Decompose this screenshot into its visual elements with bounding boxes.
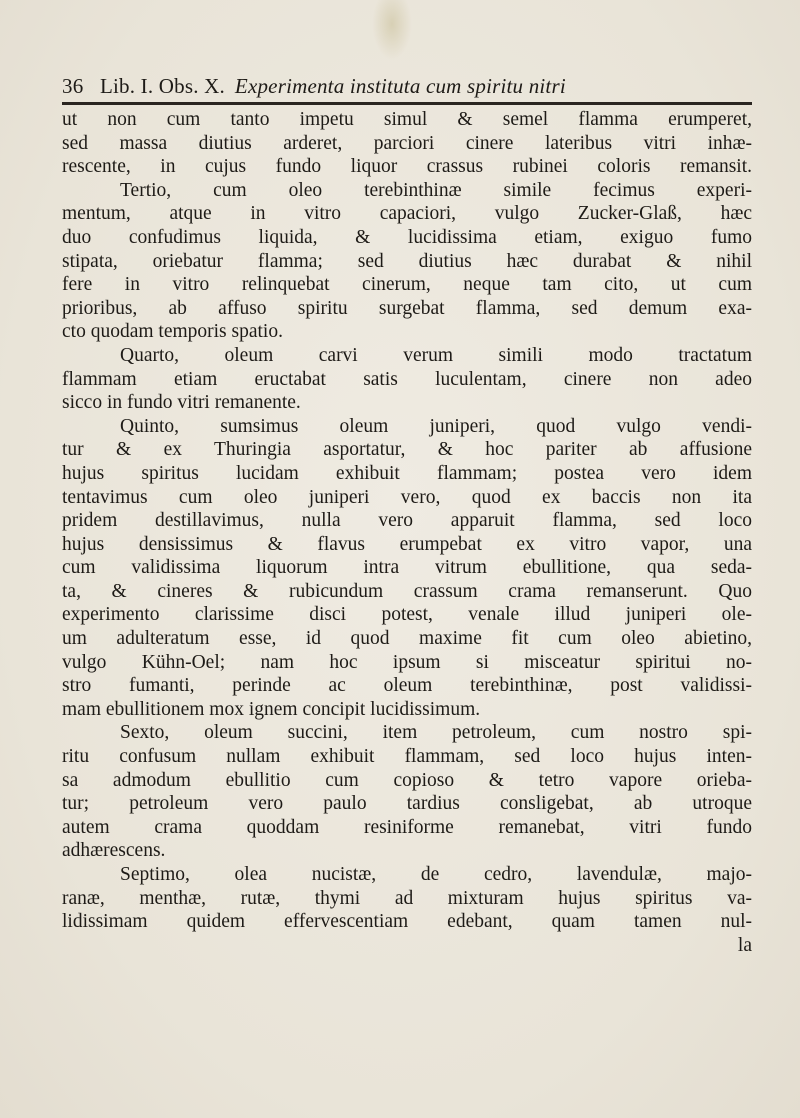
text-line: Quinto, sumsimus oleum juniperi, quod vulgo vendi- xyxy=(120,415,752,437)
running-title: Experimenta instituta cum spiritu nitri xyxy=(234,74,566,98)
text-line: cto quodam temporis spatio. xyxy=(62,321,283,343)
text-line: ranæ, menthæ, rutæ, thymi ad mixturam hujus spiritus va- xyxy=(62,887,752,909)
text-line: sed massa diutius arderet, parciori cinere lateribus vitri inhæ- xyxy=(62,132,752,154)
text-line: pridem destillavimus, nulla vero apparuit flamma, sed loco xyxy=(62,510,752,532)
text-line: um adulteratum esse, id quod maxime fit cum oleo abietino, xyxy=(62,628,752,650)
text-line: sa admodum ebullitio cum copioso & tetro vapore orieba- xyxy=(62,769,752,791)
text-line: mam ebullitionem mox ignem concipit lucidissimum. xyxy=(62,698,481,720)
text-line: ta, & cineres & rubicundum crassum crama remanserunt. Quo xyxy=(62,580,752,602)
text-line: vulgo Kühn-Oel; nam hoc ipsum si misceatur spiritui no- xyxy=(62,651,752,673)
text-line: tentavimus cum oleo juniperi vero, quod ex baccis non ita xyxy=(62,486,752,508)
text-line: hujus densissimus & flavus erumpebat ex vitro vapor, una xyxy=(62,533,752,555)
text-line: autem crama quoddam resiniforme remanebat, vitri fundo xyxy=(62,816,752,838)
page-number: 36 xyxy=(62,74,84,98)
text-line: Septimo, olea nucistæ, de cedro, lavendulæ, majo- xyxy=(120,864,752,885)
text-line: lidissimam quidem effervescentiam edebant, quam tamen nul- xyxy=(62,911,752,933)
book-reference: Lib. I. Obs. X. xyxy=(100,74,225,98)
text-line: tur & ex Thuringia asportatur, & hoc pariter ab affusione xyxy=(62,439,752,461)
text-line: stipata, oriebatur flamma; sed diutius hæc durabat & nihil xyxy=(62,250,752,272)
text-line: Tertio, cum oleo terebinthinæ simile fecimus experi- xyxy=(120,179,752,201)
text-line: adhærescens. xyxy=(62,840,166,862)
text-line: mentum, atque in vitro capaciori, vulgo Zucker-Glaß, hæc xyxy=(62,203,752,225)
text-line: rescente, in cujus fundo liquor crassus rubinei coloris remansit. xyxy=(62,156,752,178)
text-line: stro fumanti, perinde ac oleum terebinthinæ, post validissi- xyxy=(62,675,752,697)
text-line: experimento clarissime disci potest, venale illud juniperi ole- xyxy=(62,604,752,626)
text-line: prioribus, ab affuso spiritu surgebat flamma, sed demum exa- xyxy=(62,297,752,319)
text-line: flammam etiam eructabat satis luculentam, cinere non adeo xyxy=(62,368,752,390)
text-line: hujus spiritus lucidam exhibuit flammam; postea vero idem xyxy=(62,462,752,484)
text-line: duo confudimus liquida, & lucidissima etiam, exiguo fumo xyxy=(62,226,752,248)
text-line: ritu confusum nullam exhibuit flammam, sed loco hujus inten- xyxy=(62,746,752,768)
text-line: ut non cum tanto impetu simul & semel flamma erumperet, xyxy=(62,109,752,130)
body-text xyxy=(62,108,752,957)
catchword: la xyxy=(737,934,752,956)
text-line: Quarto, oleum carvi verum simili modo tractatum xyxy=(120,344,752,366)
text-line: sicco in fundo vitri remanente. xyxy=(62,392,301,414)
header-rule xyxy=(62,102,752,105)
paper-stain xyxy=(372,0,412,60)
text-line: tur; petroleum vero paulo tardius consligebat, ab utroque xyxy=(62,793,752,815)
text-line: cum validissima liquorum intra vitrum ebullitione, qua seda- xyxy=(62,557,752,579)
running-header xyxy=(62,74,752,104)
text-line: fere in vitro relinquebat cinerum, neque tam cito, ut cum xyxy=(62,274,752,296)
text-line: Sexto, oleum succini, item petroleum, cum nostro spi- xyxy=(120,722,752,744)
